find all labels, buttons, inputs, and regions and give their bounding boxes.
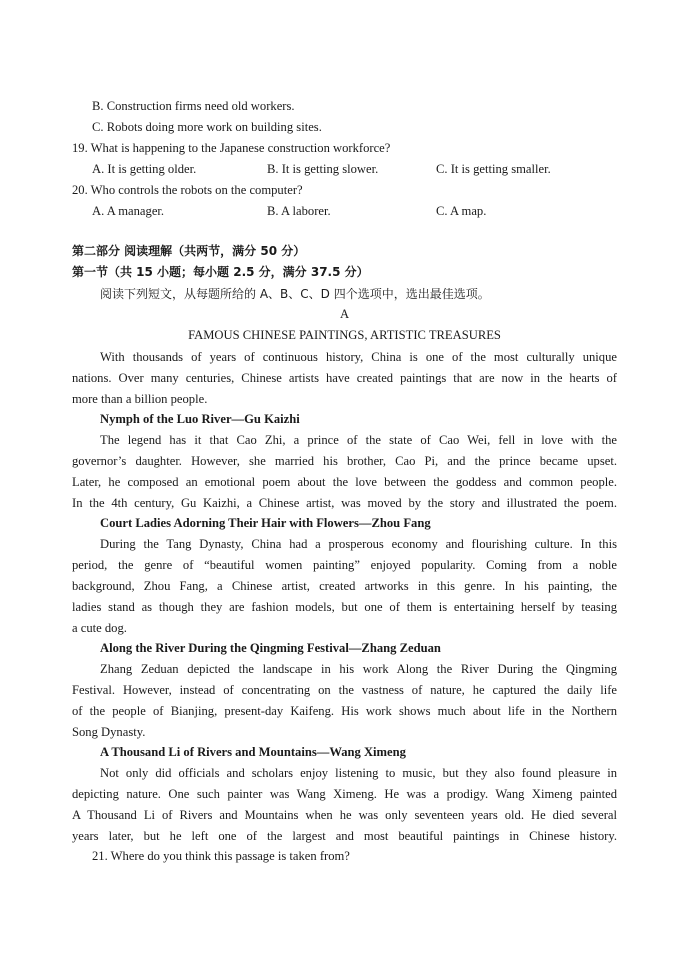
painting-1-line-4: In the 4th century, Gu Kaizhi, a Chinese artist, was moved by the story and illustrated the poem. — [72, 496, 617, 510]
q20-question: 20. Who controls the robots on the computer? — [72, 183, 303, 197]
part-heading: 第二部分 阅读理解（共两节，满分 50 分） — [72, 244, 306, 258]
painting-3-line-2: Festival. However, instead of concentrating on the vastness of nature, he captured the daily life — [72, 683, 617, 697]
painting-4-line-4: years later, but he left one of the largest and most beautiful paintings in Chinese history. — [72, 829, 617, 843]
painting-4-line-1: Not only did officials and scholars enjoy listening to music, but they also found pleasure in — [100, 766, 617, 780]
q18-option-b: B. Construction firms need old workers. — [92, 99, 295, 113]
q18-option-c: C. Robots doing more work on building sites. — [92, 120, 322, 134]
painting-2-line-2: period, the genre of “beautiful women painting” enjoyed popularity. Coming from a noble — [72, 558, 617, 572]
q20-option-b: B. A laborer. — [267, 204, 331, 218]
painting-2-line-5: a cute dog. — [72, 621, 127, 635]
q19-option-a: A. It is getting older. — [92, 162, 197, 176]
passage-letter: A — [339, 307, 350, 321]
intro-line-1: With thousands of years of continuous history, China is one of the most culturally unique — [100, 350, 617, 364]
passage-title: FAMOUS CHINESE PAINTINGS, ARTISTIC TREASURES — [188, 328, 501, 342]
q20-option-c: C. A map. — [436, 204, 487, 218]
painting-3-line-3: of the people of Bianjing, present-day Kaifeng. His work shows much about life in the Northern — [72, 704, 617, 718]
painting-2-line-3: background, Zhou Fang, a Chinese artist, created artworks in this genre. In his painting, the — [72, 579, 617, 593]
intro-line-3: more than a billion people. — [72, 392, 208, 406]
painting-title-1: Nymph of the Luo River—Gu Kaizhi — [100, 412, 300, 426]
painting-1-line-2: governor’s daughter. However, she married his brother, Cao Pi, and the prince became upset. — [72, 454, 617, 468]
painting-2-line-1: During the Tang Dynasty, China had a prosperous economy and flourishing culture. In this — [100, 537, 617, 551]
section-heading: 第一节（共 15 小题；每小题 2.5 分，满分 37.5 分） — [72, 265, 369, 279]
q19-option-b: B. It is getting slower. — [267, 162, 379, 176]
painting-1-line-3: Later, he composed an emotional poem about the love between the goddess and common people. — [72, 475, 617, 489]
painting-title-4: A Thousand Li of Rivers and Mountains—Wang Ximeng — [100, 745, 406, 759]
painting-1-line-1: The legend has it that Cao Zhi, a prince of the state of Cao Wei, fell in love with the — [100, 433, 617, 447]
painting-4-line-3: A Thousand Li of Rivers and Mountains when he was only seventeen years old. He died several — [72, 808, 617, 822]
painting-3-line-4: Song Dynasty. — [72, 725, 146, 739]
painting-2-line-4: ladies stand as though they are fashion models, but one of them is entertaining herself by teasing — [72, 600, 617, 614]
q19-question: 19. What is happening to the Japanese construction workforce? — [72, 141, 391, 155]
painting-4-line-2: depicting nature. One such painter was Wang Ximeng. He was a prodigy. Wang Ximeng painted — [72, 787, 617, 801]
painting-title-3: Along the River During the Qingming Festival—Zhang Zeduan — [100, 641, 441, 655]
painting-3-line-1: Zhang Zeduan depicted the landscape in his work Along the River During the Qingming — [100, 662, 617, 676]
q19-option-c: C. It is getting smaller. — [436, 162, 551, 176]
intro-line-2: nations. Over many centuries, Chinese artists have created paintings that are now in the hearts of — [72, 371, 617, 385]
painting-title-2: Court Ladies Adorning Their Hair with Flowers—Zhou Fang — [100, 516, 431, 530]
q20-option-a: A. A manager. — [92, 204, 165, 218]
instruction: 阅读下列短文，从每题所给的 A、B、C、D 四个选项中，选出最佳选项。 — [100, 287, 490, 301]
q21-question: 21. Where do you think this passage is taken from? — [92, 849, 350, 863]
